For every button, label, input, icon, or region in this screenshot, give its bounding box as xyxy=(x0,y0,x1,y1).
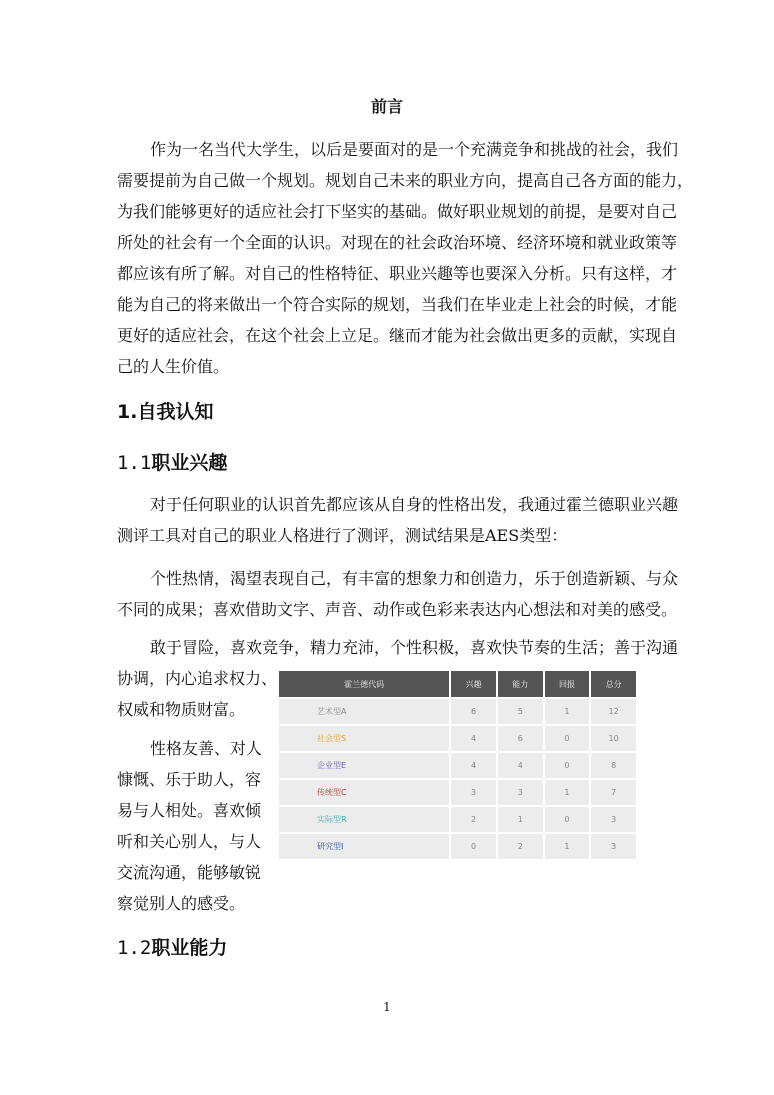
heading-number: 1.1 xyxy=(117,452,152,474)
value-cell: 3 xyxy=(591,834,636,859)
text-line: 所处的社会有一个全面的认识。对现在的社会政治环境、经济环境和就业政策等 xyxy=(117,233,678,252)
value-cell: 12 xyxy=(591,699,636,724)
value-cell: 4 xyxy=(451,753,496,778)
value-cell: 0 xyxy=(451,834,496,859)
category-cell: 艺术型A xyxy=(279,699,449,724)
table-row xyxy=(279,807,636,832)
value-cell: 1 xyxy=(545,834,590,859)
column-header: 总分 xyxy=(591,671,636,697)
category-cell: 实际型R xyxy=(279,807,449,832)
table-row xyxy=(279,834,636,859)
heading-number: 1.2 xyxy=(117,937,152,959)
value-cell: 7 xyxy=(591,780,636,805)
value-cell: 2 xyxy=(498,834,543,859)
value-cell: 3 xyxy=(498,780,543,805)
section-heading-1: 1.自我认知 xyxy=(117,401,214,423)
category-cell: 企业型E xyxy=(279,753,449,778)
text-line: 权威和物质财富。 xyxy=(117,700,246,719)
value-cell: 6 xyxy=(451,699,496,724)
table-row xyxy=(279,699,636,724)
text-line: 慷慨、乐于助人，容 xyxy=(117,770,262,789)
interest-paragraph-2 xyxy=(117,563,679,625)
heading-text: 职业能力 xyxy=(151,937,228,959)
text-line: 交流沟通，能够敏锐 xyxy=(117,863,262,882)
interest-paragraph-3 xyxy=(117,632,679,663)
value-cell: 10 xyxy=(591,726,636,751)
value-cell: 3 xyxy=(591,807,636,832)
value-cell: 8 xyxy=(591,753,636,778)
text-line: 需要提前为自己做一个规划。规划自己未来的职业方向，提高自己各方面的能力， xyxy=(117,171,694,190)
category-cell: 传统型C xyxy=(279,780,449,805)
text-line: 协调，内心追求权力、 xyxy=(117,669,278,688)
value-cell: 1 xyxy=(545,699,590,724)
value-cell: 2 xyxy=(451,807,496,832)
text-line: 作为一名当代大学生，以后是要面对的是一个充满竞争和挑战的社会，我们 xyxy=(150,140,679,159)
interest-paragraph-1 xyxy=(117,489,679,551)
text-line: 都应该有所了解。对自己的性格特征、职业兴趣等也要深入分析。只有这样，才 xyxy=(117,264,678,283)
interest-paragraph-3-continued xyxy=(117,663,278,725)
value-cell: 4 xyxy=(498,753,543,778)
preface-paragraph xyxy=(117,134,694,382)
text-line: 为我们能够更好的适应社会打下坚实的基础。做好职业规划的前提，是要对自己 xyxy=(117,202,678,221)
preface-title: 前言 xyxy=(370,97,403,116)
page-number: 1 xyxy=(383,1000,391,1014)
text-line: 能为自己的将来做出一个符合实际的规划，当我们在毕业走上社会的时候，才能 xyxy=(117,295,678,314)
text-line: 性格友善、对人 xyxy=(150,739,263,758)
heading-text: 职业兴趣 xyxy=(151,452,228,474)
section-heading-1-2 xyxy=(117,933,227,960)
text-line: 不同的成果；喜欢借助文字、声音、动作或色彩来表达内心想法和对美的感受。 xyxy=(117,600,678,619)
table-row xyxy=(279,753,636,778)
column-header: 兴趣 xyxy=(451,671,496,697)
value-cell: 1 xyxy=(498,807,543,832)
text-line: 听和关心别人，与人 xyxy=(117,832,262,851)
holland-score-table xyxy=(277,669,638,861)
value-cell: 0 xyxy=(545,753,590,778)
value-cell: 0 xyxy=(545,807,590,832)
column-header: 能力 xyxy=(498,671,543,697)
table-row xyxy=(279,726,636,751)
category-cell: 研究型I xyxy=(279,834,449,859)
text-line: 敢于冒险，喜欢竞争，精力充沛，个性积极，喜欢快节奏的生活；善于沟通 xyxy=(150,638,679,657)
value-cell: 5 xyxy=(498,699,543,724)
column-header: 回报 xyxy=(545,671,590,697)
text-line: 易与人相处。喜欢倾 xyxy=(117,801,262,820)
text-line: 个性热情，渴望表现自己，有丰富的想象力和创造力，乐于创造新颖、与众 xyxy=(150,569,679,588)
category-cell: 社会型S xyxy=(279,726,449,751)
text-line: 对于任何职业的认识首先都应该从自身的性格出发，我通过霍兰德职业兴趣 xyxy=(150,495,679,514)
value-cell: 6 xyxy=(498,726,543,751)
column-header: 霍兰德代码 xyxy=(279,671,449,697)
text-line: 更好的适应社会，在这个社会上立足。继而才能为社会做出更多的贡献，实现自 xyxy=(117,326,678,345)
value-cell: 1 xyxy=(545,780,590,805)
value-cell: 4 xyxy=(451,726,496,751)
text-line: 己的人生价值。 xyxy=(117,357,230,376)
value-cell: 3 xyxy=(451,780,496,805)
text-line: 测评工具对自己的职业人格进行了测评，测试结果是AES类型： xyxy=(117,526,568,545)
table-row xyxy=(279,780,636,805)
interest-paragraph-4 xyxy=(117,733,267,919)
value-cell: 0 xyxy=(545,726,590,751)
table-header-row xyxy=(279,671,636,697)
text-line: 察觉别人的感受。 xyxy=(117,894,246,913)
section-heading-1-1 xyxy=(117,448,227,475)
